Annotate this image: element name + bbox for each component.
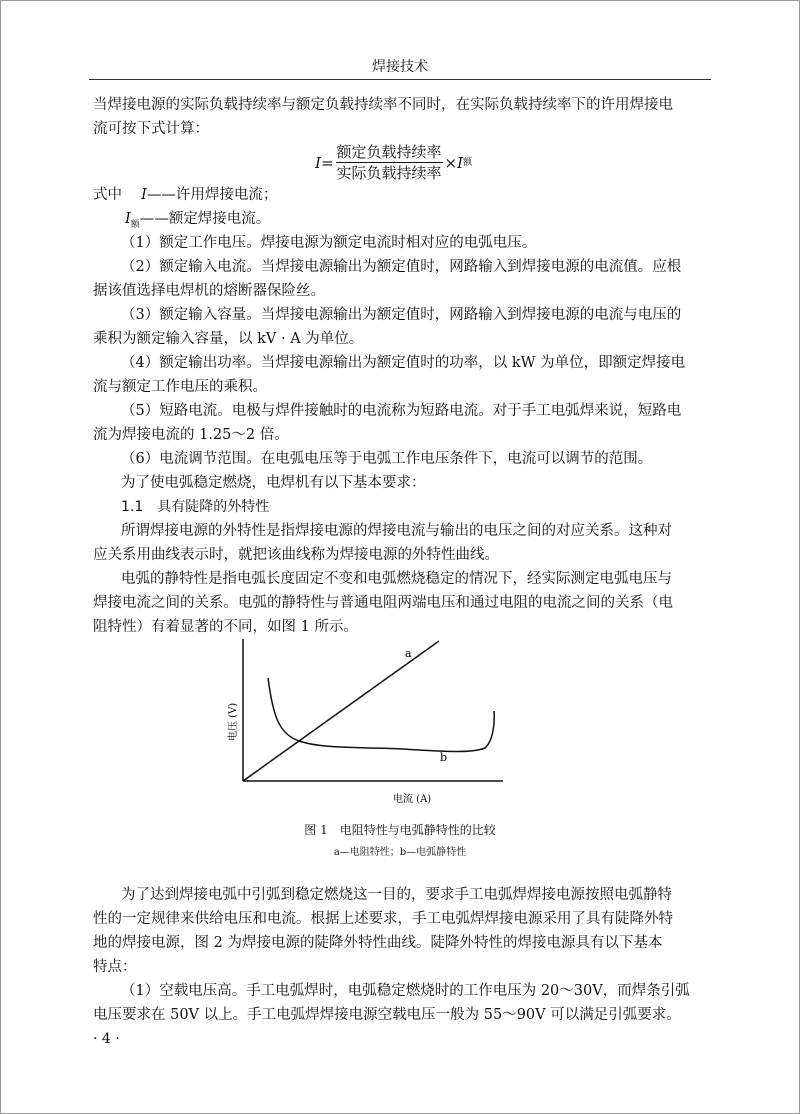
para3-line-3: 地的焊接电源，图 2 为焊接电源的陡降外特性曲线。陡降外特性的焊接电源具有以下基本 <box>93 935 663 951</box>
definition-1 <box>93 183 715 207</box>
formula-rhs-subscript: 额 <box>463 157 473 168</box>
item-3-line-2: 乘积为额定输入容量，以 kV · A 为单位。 <box>93 331 364 347</box>
item-4-line-2: 流与额定工作电压的乘积。 <box>93 379 267 395</box>
definition-symbol-1: I <box>141 187 147 203</box>
para4-line-2: 电压要求在 50V 以上。手工电弧焊焊接电源空载电压一般为 55～90V 可以满足引弧要求。 <box>93 1007 681 1023</box>
para2-line-2: 焊接电流之间的关系。电弧的静特性与普通电阻两端电压和通过电阻的电流之间的关系（电 <box>93 595 673 611</box>
formula-numerator: 额定负载持续率 <box>336 143 442 161</box>
definition-prefix: 式中 <box>93 187 122 203</box>
definition-text-2: ——额定焊接电流。 <box>139 211 271 227</box>
figure-subcaption: a—电阻特性；b—电弧静特性 <box>333 847 467 858</box>
formula-times: × <box>444 153 458 172</box>
page-number: · 4 · <box>93 1031 120 1047</box>
para3-line-4: 特点： <box>93 959 137 975</box>
item-2-line-1: （2）额定输入电流。当焊接电源输出为额定值时，网路输入到焊接电源的电流值。应根 <box>121 259 682 275</box>
para3-line-2: 性的一定规律来供给电压和电流。根据上述要求，手工电弧焊焊接电源采用了具有陡降外特 <box>93 911 673 927</box>
item-3-line-1: （3）额定输入容量。当焊接电源输出为额定值时，网路输入到焊接电源的电流与电压的 <box>121 307 682 323</box>
formula-equals: = <box>320 153 334 172</box>
intro-line-2: 流可按下式计算： <box>93 121 209 137</box>
section-heading: 1.1 具有陡降的外特性 <box>121 499 270 515</box>
requirements-intro: 为了使电弧稳定燃烧，电焊机有以下基本要求： <box>121 475 426 491</box>
para2-line-3: 阻特性）有着显著的不同，如图 1 所示。 <box>93 619 358 635</box>
figure-1-plot <box>221 631 511 811</box>
formula-denominator: 实际负载持续率 <box>336 164 442 182</box>
para2-line-1: 电弧的静特性是指电弧长度固定不变和电弧燃烧稳定的情况下，经实际测定电弧电压与 <box>121 571 672 587</box>
item-4-line-1: （4）额定输出功率。当焊接电源输出为额定值时的功率，以 kW 为单位，即额定焊接电 <box>121 355 686 371</box>
item-5-line-1: （5）短路电流。电极与焊件接触时的电流称为短路电流。对于手工电弧焊来说，短路电 <box>121 403 682 419</box>
running-header: 焊接技术 <box>372 59 428 75</box>
definition-symbol-2-subscript: 额 <box>130 219 140 230</box>
figure-caption: 图 1 电阻特性与电弧静特性的比较 <box>304 823 496 837</box>
item-1: （1）额定工作电压。焊接电源为额定电流时相对应的电弧电压。 <box>121 235 537 251</box>
definition-text-1: ——许用焊接电流； <box>146 187 278 203</box>
y-axis-label: 电压 (V) <box>228 702 239 741</box>
formula-lhs: I <box>315 153 321 172</box>
formula-rhs: I <box>457 153 464 172</box>
formula-fraction <box>336 143 443 182</box>
curve-a-resistance <box>243 641 439 781</box>
definition-symbol-2: I <box>125 211 131 227</box>
curve-a-label: a <box>405 647 412 660</box>
figure-1 <box>221 631 511 811</box>
item-6: （6）电流调节范围。在电弧电压等于电弧工作电压条件下，电流可以调节的范围。 <box>121 451 653 467</box>
item-2-line-2: 据该值选择电焊机的熔断器保险丝。 <box>93 283 325 299</box>
item-5-line-2: 流为焊接电流的 1.25～2 倍。 <box>93 427 289 443</box>
para1-line-1: 所谓焊接电源的外特性是指焊接电源的焊接电流与输出的电压之间的对应关系。这种对 <box>121 523 672 539</box>
x-axis-label: 电流 (A) <box>393 794 432 805</box>
header-rule <box>89 79 711 80</box>
formula <box>315 143 472 182</box>
curve-b-label: b <box>440 751 448 764</box>
intro-line-1: 当焊接电源的实际负载持续率与额定负载持续率不同时，在实际负载持续率下的许用焊接电 <box>93 97 673 113</box>
curve-b-arc <box>268 678 494 752</box>
para3-line-1: 为了达到焊接电弧中引弧到稳定燃烧这一目的，要求手工电弧焊焊接电源按照电弧静特 <box>121 887 672 903</box>
para4-line-1: （1）空载电压高。手工电弧焊时，电弧稳定燃烧时的工作电压为 20～30V，而焊条引弧 <box>121 983 690 999</box>
para1-line-2: 应关系用曲线表示时，就把该曲线称为焊接电源的外特性曲线。 <box>93 547 499 563</box>
